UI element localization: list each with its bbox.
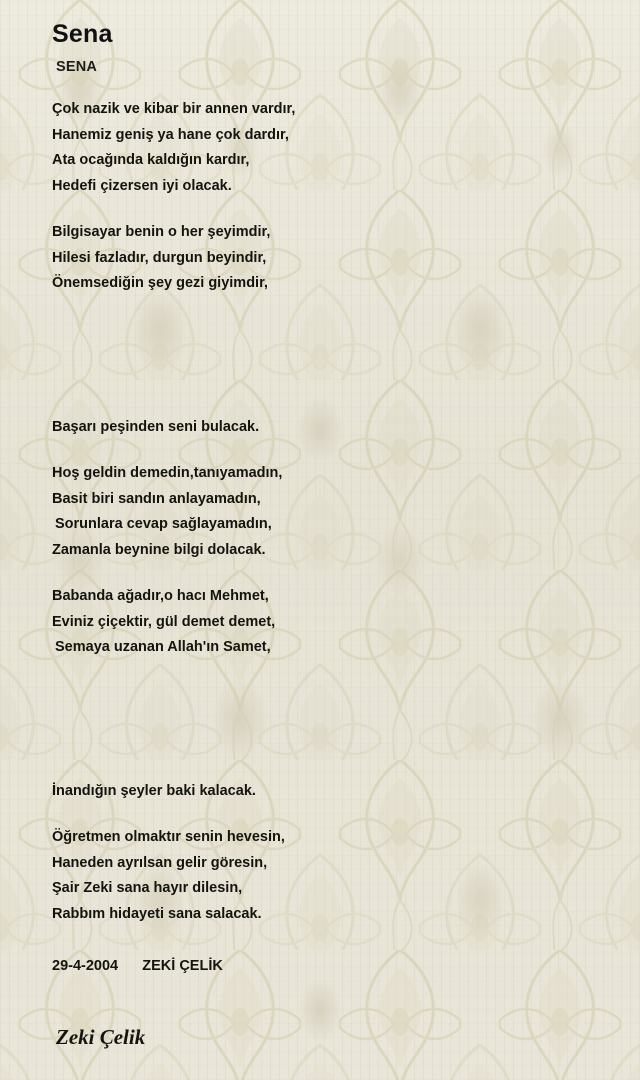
poem-line: Öğretmen olmaktır senin hevesin, [52,829,285,845]
poem-line: Babanda ağadır,o hacı Mehmet, [52,588,269,604]
poem-line: Bilgisayar benin o her şeyimdir, [52,224,271,240]
stanza [52,825,640,927]
poem-body [0,75,640,927]
poem-line: Çok nazik ve kibar bir annen vardır, [52,101,296,117]
poem-date-and-author [0,948,640,974]
poem-date: 29-4-2004 [52,958,119,974]
poem-line: Eviniz çiçektir, gül demet demet, [52,613,276,630]
author-signature: Zeki Çelik [56,1025,146,1049]
poem-line: Hedefi çizersen iyi olacak. [52,177,232,194]
poem-line: Sorunlara cevap sağlayamadın, [55,516,272,532]
poem-line: Semaya uzanan Allah'ın Samet, [55,639,271,655]
poem-subtitle: SENA [56,59,98,75]
stanza [52,779,640,805]
poem-line: Zamanla beynine bilgi dolacak. [52,541,266,558]
poem-line: Rabbım hidayeti sana salacak. [52,905,262,922]
stanza [52,97,640,199]
stanza [52,461,640,563]
poem-line: Şair Zeki sana hayır dilesin, [52,880,243,896]
poem-line: Ata ocağında kaldığın kardır, [52,152,250,168]
poem-line: Hanemiz geniş ya hane çok dardır, [52,126,289,143]
poem-line: Haneden ayrılsan gelir göresin, [52,854,268,871]
poem-line: Başarı peşinden seni bulacak. [52,418,260,435]
stanza [52,584,640,661]
poem-line: İnandığın şeyler baki kalacak. [52,782,256,799]
stanza [52,220,640,297]
poem-line: Basit biri sandın anlayamadın, [52,490,261,507]
poet-name: ZEKİ ÇELİK [142,958,223,974]
page-title: Sena [52,20,113,48]
poem-line: Hilesi fazladır, durgun beyindir, [52,249,267,266]
poem-line: Önemsediğin şey gezi giyimdir, [52,275,268,291]
poem-line: Hoş geldin demedin,tanıyamadın, [52,465,283,481]
stanza [52,415,640,441]
